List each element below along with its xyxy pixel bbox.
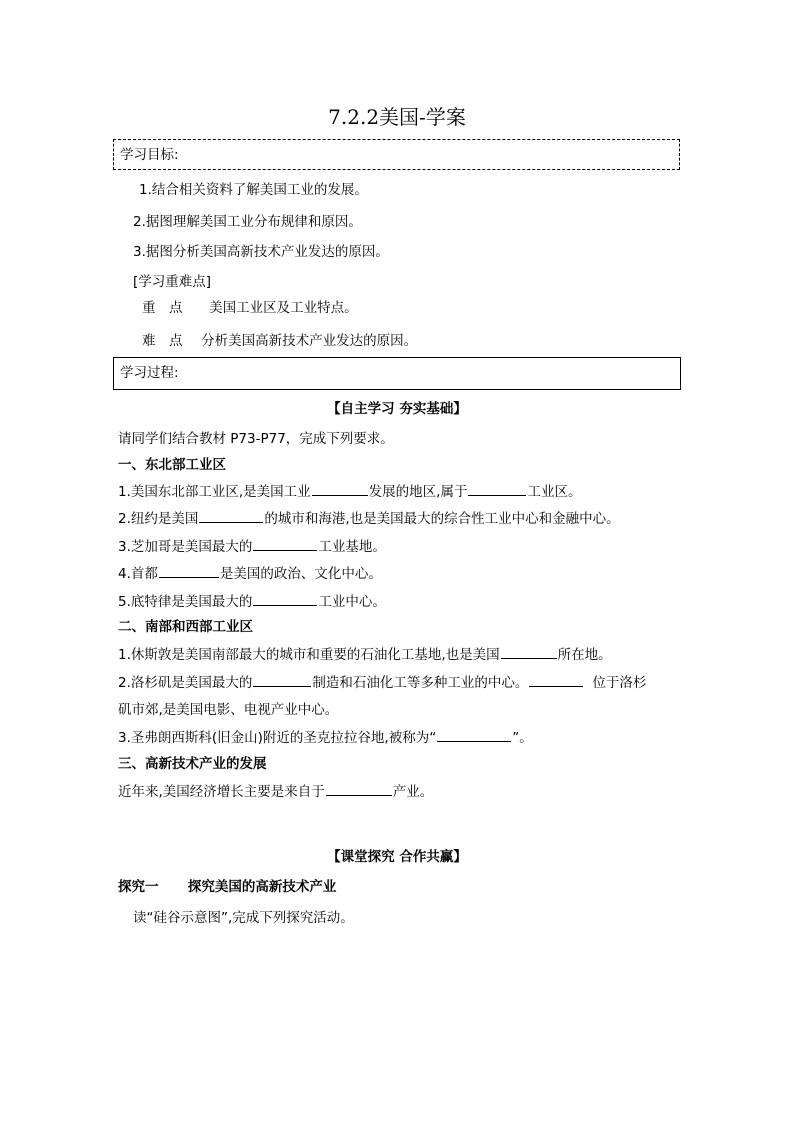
- section-3-heading: 三、高新技术产业的发展: [118, 756, 267, 772]
- s2-question-3: [118, 728, 533, 747]
- s3-q1-text-b: 产业。: [392, 784, 434, 800]
- s3-q1-text-a: 近年来,美国经济增长主要是来自于: [118, 784, 325, 800]
- s1-q4-text-b: 是美国的政治、文化中心。: [219, 566, 382, 582]
- key-points-heading: [学习重难点]: [133, 274, 212, 290]
- s2-q1-text-b: 所在地。: [557, 647, 612, 663]
- inquiry-sub-title: 探究美国的高新技术产业: [187, 879, 337, 895]
- s2-q2-blank-2[interactable]: [529, 673, 583, 687]
- section-2-heading: 二、南部和西部工业区: [118, 619, 253, 635]
- page-title: 7.2.2美国-学案: [328, 105, 466, 129]
- s1-q1-text-a: 1.美国东北部工业区,是美国工业: [118, 484, 311, 500]
- section-1-heading: 一、东北部工业区: [118, 457, 226, 473]
- s2-q3-blank[interactable]: [437, 728, 511, 742]
- s2-q3-text-a: 3.圣弗朗西斯科(旧金山)附近的圣克拉拉谷地,被称为“: [118, 730, 437, 746]
- s1-q4-blank[interactable]: [159, 564, 219, 578]
- s2-question-2-cont: 矶市郊,是美国电影、电视产业中心。: [118, 702, 339, 718]
- s1-q3-text-b: 工业基地。: [318, 539, 386, 555]
- difficult-point-row: [142, 332, 417, 350]
- inquiry-heading: 【课堂探究 合作共赢】: [327, 849, 467, 865]
- key-text: 美国工业区及工业特点。: [209, 300, 358, 316]
- inquiry-subheading: [118, 878, 336, 896]
- s1-q2-text-a: 2.纽约是美国: [118, 511, 199, 527]
- s1-q3-text-a: 3.芝加哥是美国最大的: [118, 539, 253, 555]
- s2-q2-text-a: 2.洛杉矶是美国最大的: [118, 675, 253, 691]
- s1-q5-text-b: 工业中心。: [318, 594, 386, 610]
- learning-goals-label: 学习目标:: [120, 147, 179, 163]
- learning-goals-box: [113, 139, 680, 170]
- s1-q4-text-a: 4.首都: [118, 566, 158, 582]
- s3-question-1: [118, 782, 433, 801]
- key-label: 重 点: [142, 300, 183, 316]
- key-point-row: [142, 299, 358, 317]
- s2-q1-blank[interactable]: [501, 645, 557, 659]
- self-study-heading: 【自主学习 夯实基础】: [327, 401, 467, 417]
- s3-q1-blank[interactable]: [326, 782, 392, 796]
- inquiry-instruction: 读“硅谷示意图”,完成下列探究活动。: [133, 910, 354, 926]
- s1-q5-blank[interactable]: [253, 592, 317, 606]
- s1-question-1: [118, 482, 581, 501]
- learning-process-box: [113, 357, 681, 390]
- difficult-text: 分析美国高新技术产业发达的原因。: [201, 333, 418, 349]
- inquiry-sub-label: 探究一: [118, 879, 159, 895]
- s2-q2-text-c: 位于洛杉: [592, 675, 647, 691]
- s1-q3-blank[interactable]: [253, 537, 317, 551]
- s1-q2-blank[interactable]: [199, 509, 263, 523]
- goal-item-1: 1.结合相关资料了解美国工业的发展。: [139, 182, 368, 198]
- s2-question-2: [118, 673, 646, 692]
- s1-q1-blank-2[interactable]: [468, 482, 526, 496]
- s2-q2-text-b: 制造和石油化工等多种工业的中心。: [312, 675, 529, 691]
- s1-question-2: [118, 509, 620, 528]
- s2-q1-text-a: 1.休斯敦是美国南部最大的城市和重要的石油化工基地,也是美国: [118, 647, 500, 663]
- s2-q2-blank-1[interactable]: [253, 673, 311, 687]
- learning-process-label: 学习过程:: [120, 365, 179, 381]
- s1-q2-text-b: 的城市和海港,也是美国最大的综合性工业中心和金融中心。: [264, 511, 620, 527]
- s1-q1-text-c: 工业区。: [527, 484, 582, 500]
- s2-question-1: [118, 645, 612, 664]
- difficult-label: 难 点: [142, 333, 183, 349]
- s1-question-3: [118, 537, 386, 556]
- s1-q5-text-a: 5.底特律是美国最大的: [118, 594, 253, 610]
- goal-item-2: 2.据图理解美国工业分布规律和原因。: [133, 214, 362, 230]
- self-study-intro: 请同学们结合教材 P73-P77，完成下列要求。: [118, 431, 394, 447]
- s1-question-4: [118, 564, 382, 583]
- goal-item-3: 3.据图分析美国高新技术产业发达的原因。: [133, 244, 389, 260]
- s1-q1-text-b: 发展的地区,属于: [368, 484, 468, 500]
- s1-question-5: [118, 592, 386, 611]
- s2-q3-text-b: ”。: [512, 730, 533, 746]
- s1-q1-blank-1[interactable]: [312, 482, 368, 496]
